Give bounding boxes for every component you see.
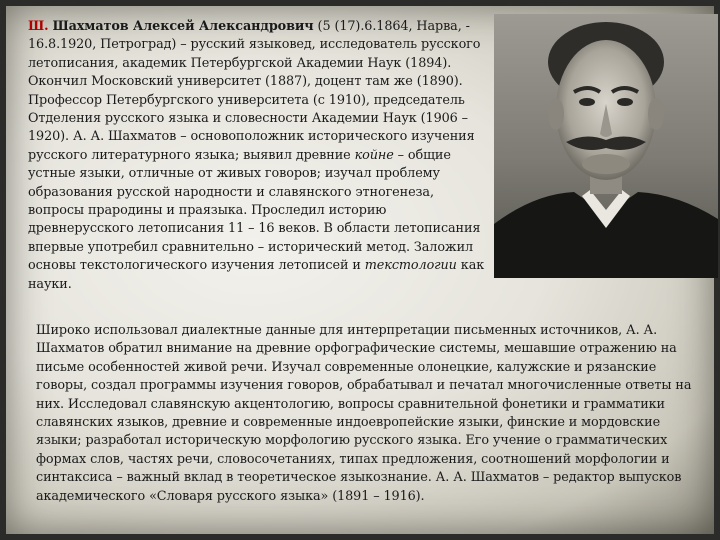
- initial-letter: Ш.: [28, 19, 49, 34]
- text-line: академического «Словаря русского языка» (1891 – 1916).: [36, 488, 425, 504]
- person-name: Шахматов Алексей Александрович: [52, 19, 314, 34]
- text-segment: – общие: [397, 147, 451, 163]
- text-line: [28, 257, 496, 275]
- biography-paragraph-2: [36, 322, 708, 506]
- text-line: образования русской народности и славянского этногенеза,: [28, 184, 434, 200]
- text-line: формах слов, частях речи, словосочетаниях, типах предложения, соотношений морфологии и: [36, 451, 670, 467]
- text-line: говоры, создал программы изучения говоров, обрабатывал и печатал многочисленные ответы на: [36, 378, 692, 394]
- italic-term: текстологии: [364, 258, 457, 274]
- slide-background: [6, 6, 714, 534]
- text-line: синтаксиса – важный вклад в теоретическое языкознание. А. А. Шахматов – редактор выпусков: [36, 470, 682, 486]
- text-segment: (5 (17).6.1864, Нарва, -: [317, 19, 470, 34]
- text-line: Шахматов обратил внимание на древние орфографические системы, мешавшие отражению на: [36, 341, 677, 357]
- text-segment: русского литературного языка; выявил древние: [28, 147, 351, 163]
- text-line: 16.8.1920, Петроград) – русский языковед, исследователь русского: [28, 37, 481, 53]
- text-line: [28, 147, 496, 165]
- text-line: Профессор Петербургского университета (с 1910), председатель: [28, 92, 465, 108]
- text-line: летописания, академик Петербургской Академии Наук (1894).: [28, 55, 452, 71]
- text-segment: как: [460, 258, 485, 274]
- text-line: устные языки, отличные от живых говоров; изучал проблему: [28, 166, 440, 182]
- italic-term: койне: [354, 147, 394, 163]
- text-line: Широко использовал диалектные данные для интерпретации письменных источников, А. А.: [36, 323, 658, 338]
- text-line: впервые употребил сравнительно – исторический метод. Заложил: [28, 239, 474, 255]
- portrait-photo: [494, 14, 718, 278]
- text-line: славянских языков, древние и современные индоевропейские языки, финские и мордовские: [36, 415, 661, 431]
- text-line: письме особенностей живой речи. Изучал современные олонецкие, калужские и рязанские: [36, 359, 657, 375]
- portrait-image: [494, 14, 718, 278]
- text-line: древнерусского летописания 11 – 16 веков. В области летописания: [28, 221, 481, 237]
- text-line: них. Исследовал славянскую акцентологию, вопросы сравнительной фонетики и грамматики: [36, 396, 665, 412]
- text-line: [28, 18, 496, 36]
- text-line: Отделения русского языка и словесности Академии Наук (1906 –: [28, 111, 468, 127]
- text-segment: основы текстологического изучения летописей и: [28, 258, 361, 274]
- text-line: 1920). А. А. Шахматов – основоположник исторического изучения: [28, 129, 475, 145]
- text-line: вопросы прародины и праязыка. Проследил историю: [28, 203, 387, 219]
- text-line: языки; разработал историческую морфологию русского языка. Его учение о грамматических: [36, 433, 668, 449]
- biography-paragraph-1: [28, 18, 496, 294]
- text-line: науки.: [28, 276, 72, 292]
- text-line: Окончил Московский университет (1887), доцент там же (1890).: [28, 74, 463, 90]
